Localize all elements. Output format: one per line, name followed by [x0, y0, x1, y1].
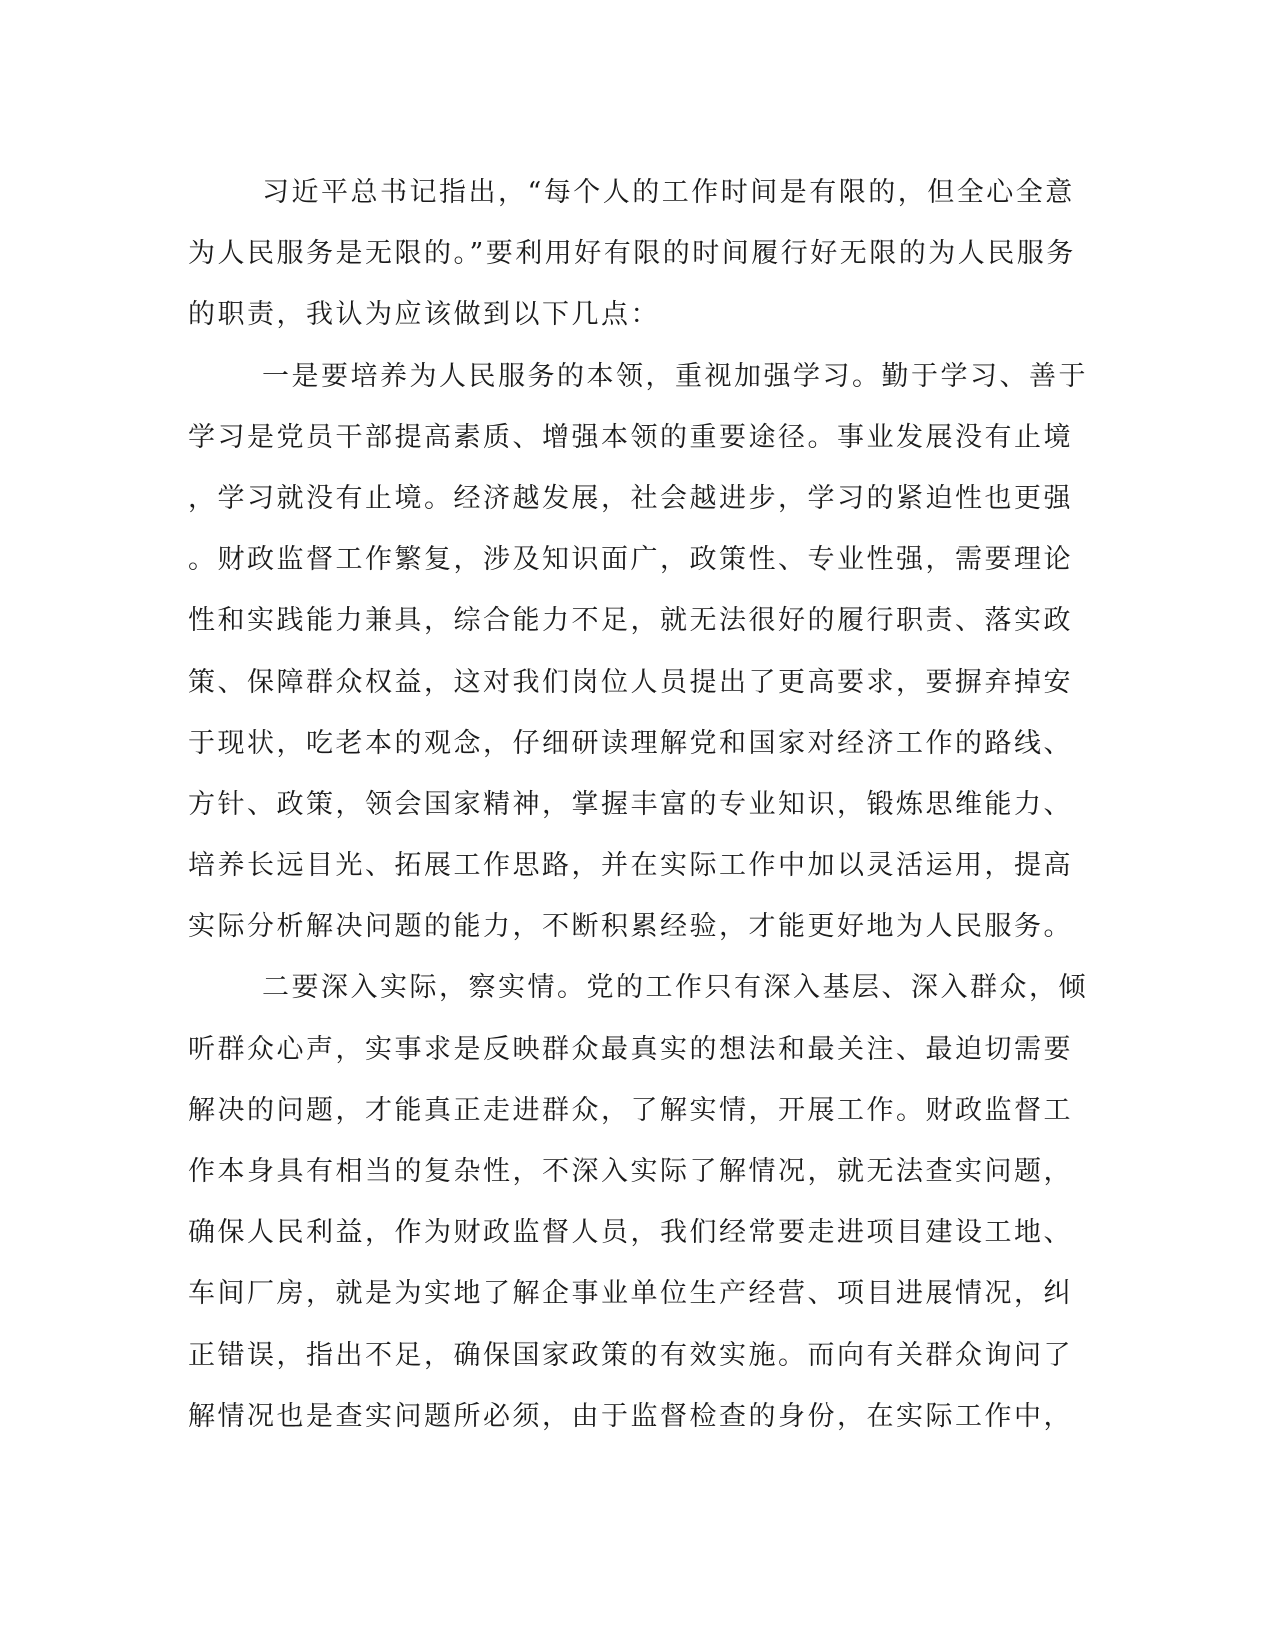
- paragraph-2-line-8: 方针、政策，领会国家精神，掌握丰富的专业知识，锻炼思维能力、: [188, 788, 1073, 820]
- paragraph-3-line-3: 解决的问题，才能真正走进群众，了解实情，开展工作。财政监督工: [188, 1094, 1073, 1126]
- paragraph-1-line-1: 习近平总书记指出，“每个人的工作时间是有限的，但全心全意: [262, 177, 1075, 208]
- paragraph-3-line-7: 正错误，指出不足，确保国家政策的有效实施。而向有关群众询问了: [188, 1339, 1073, 1371]
- paragraph-1-line-2: 为人民服务是无限的。”要利用好有限的时间履行好无限的为人民服务: [188, 238, 1076, 270]
- paragraph-2-line-1: 一是要培养为人民服务的本领，重视加强学习。勤于学习、善于: [262, 360, 1088, 392]
- paragraph-3-line-8: 解情况也是查实问题所必须，由于监督检查的身份，在实际工作中，: [188, 1400, 1073, 1432]
- document-body: [188, 162, 1088, 1447]
- paragraph-2-line-7: 于现状，吃老本的观念，仔细研读理解党和国家对经济工作的路线、: [188, 727, 1073, 759]
- paragraph-3-line-6: 车间厂房，就是为实地了解企事业单位生产经营、项目进展情况，纠: [188, 1278, 1073, 1310]
- paragraph-2-line-5: 性和实践能力兼具，综合能力不足，就无法很好的履行职责、落实政: [188, 605, 1073, 637]
- paragraph-3-line-4: 作本身具有相当的复杂性，不深入实际了解情况，就无法查实问题，: [188, 1156, 1073, 1187]
- paragraph-3-line-5: 确保人民利益，作为财政监督人员，我们经常要走进项目建设工地、: [188, 1217, 1073, 1249]
- paragraph-3-line-1: 二要深入实际，察实情。党的工作只有深入基层、深入群众，倾: [262, 972, 1088, 1004]
- paragraph-2-line-4: 。财政监督工作繁复，涉及知识面广，政策性、专业性强，需要理论: [188, 544, 1073, 576]
- paragraph-3-line-2: 听群众心声，实事求是反映群众最真实的想法和最关注、最迫切需要: [188, 1033, 1073, 1065]
- paragraph-2-line-10: 实际分析解决问题的能力，不断积累经验，才能更好地为人民服务。: [188, 911, 1073, 943]
- paragraph-2-line-6: 策、保障群众权益，这对我们岗位人员提出了更高要求，要摒弃掉安: [188, 666, 1073, 698]
- paragraph-1-line-3: 的职责，我认为应该做到以下几点：: [188, 299, 660, 331]
- paragraph-2-line-9: 培养长远目光、拓展工作思路，并在实际工作中加以灵活运用，提高: [188, 850, 1073, 882]
- paragraph-2-line-2: 学习是党员干部提高素质、增强本领的重要途径。事业发展没有止境: [188, 421, 1073, 453]
- paragraph-2-line-3: ，学习就没有止境。经济越发展，社会越进步，学习的紧迫性也更强: [188, 482, 1073, 514]
